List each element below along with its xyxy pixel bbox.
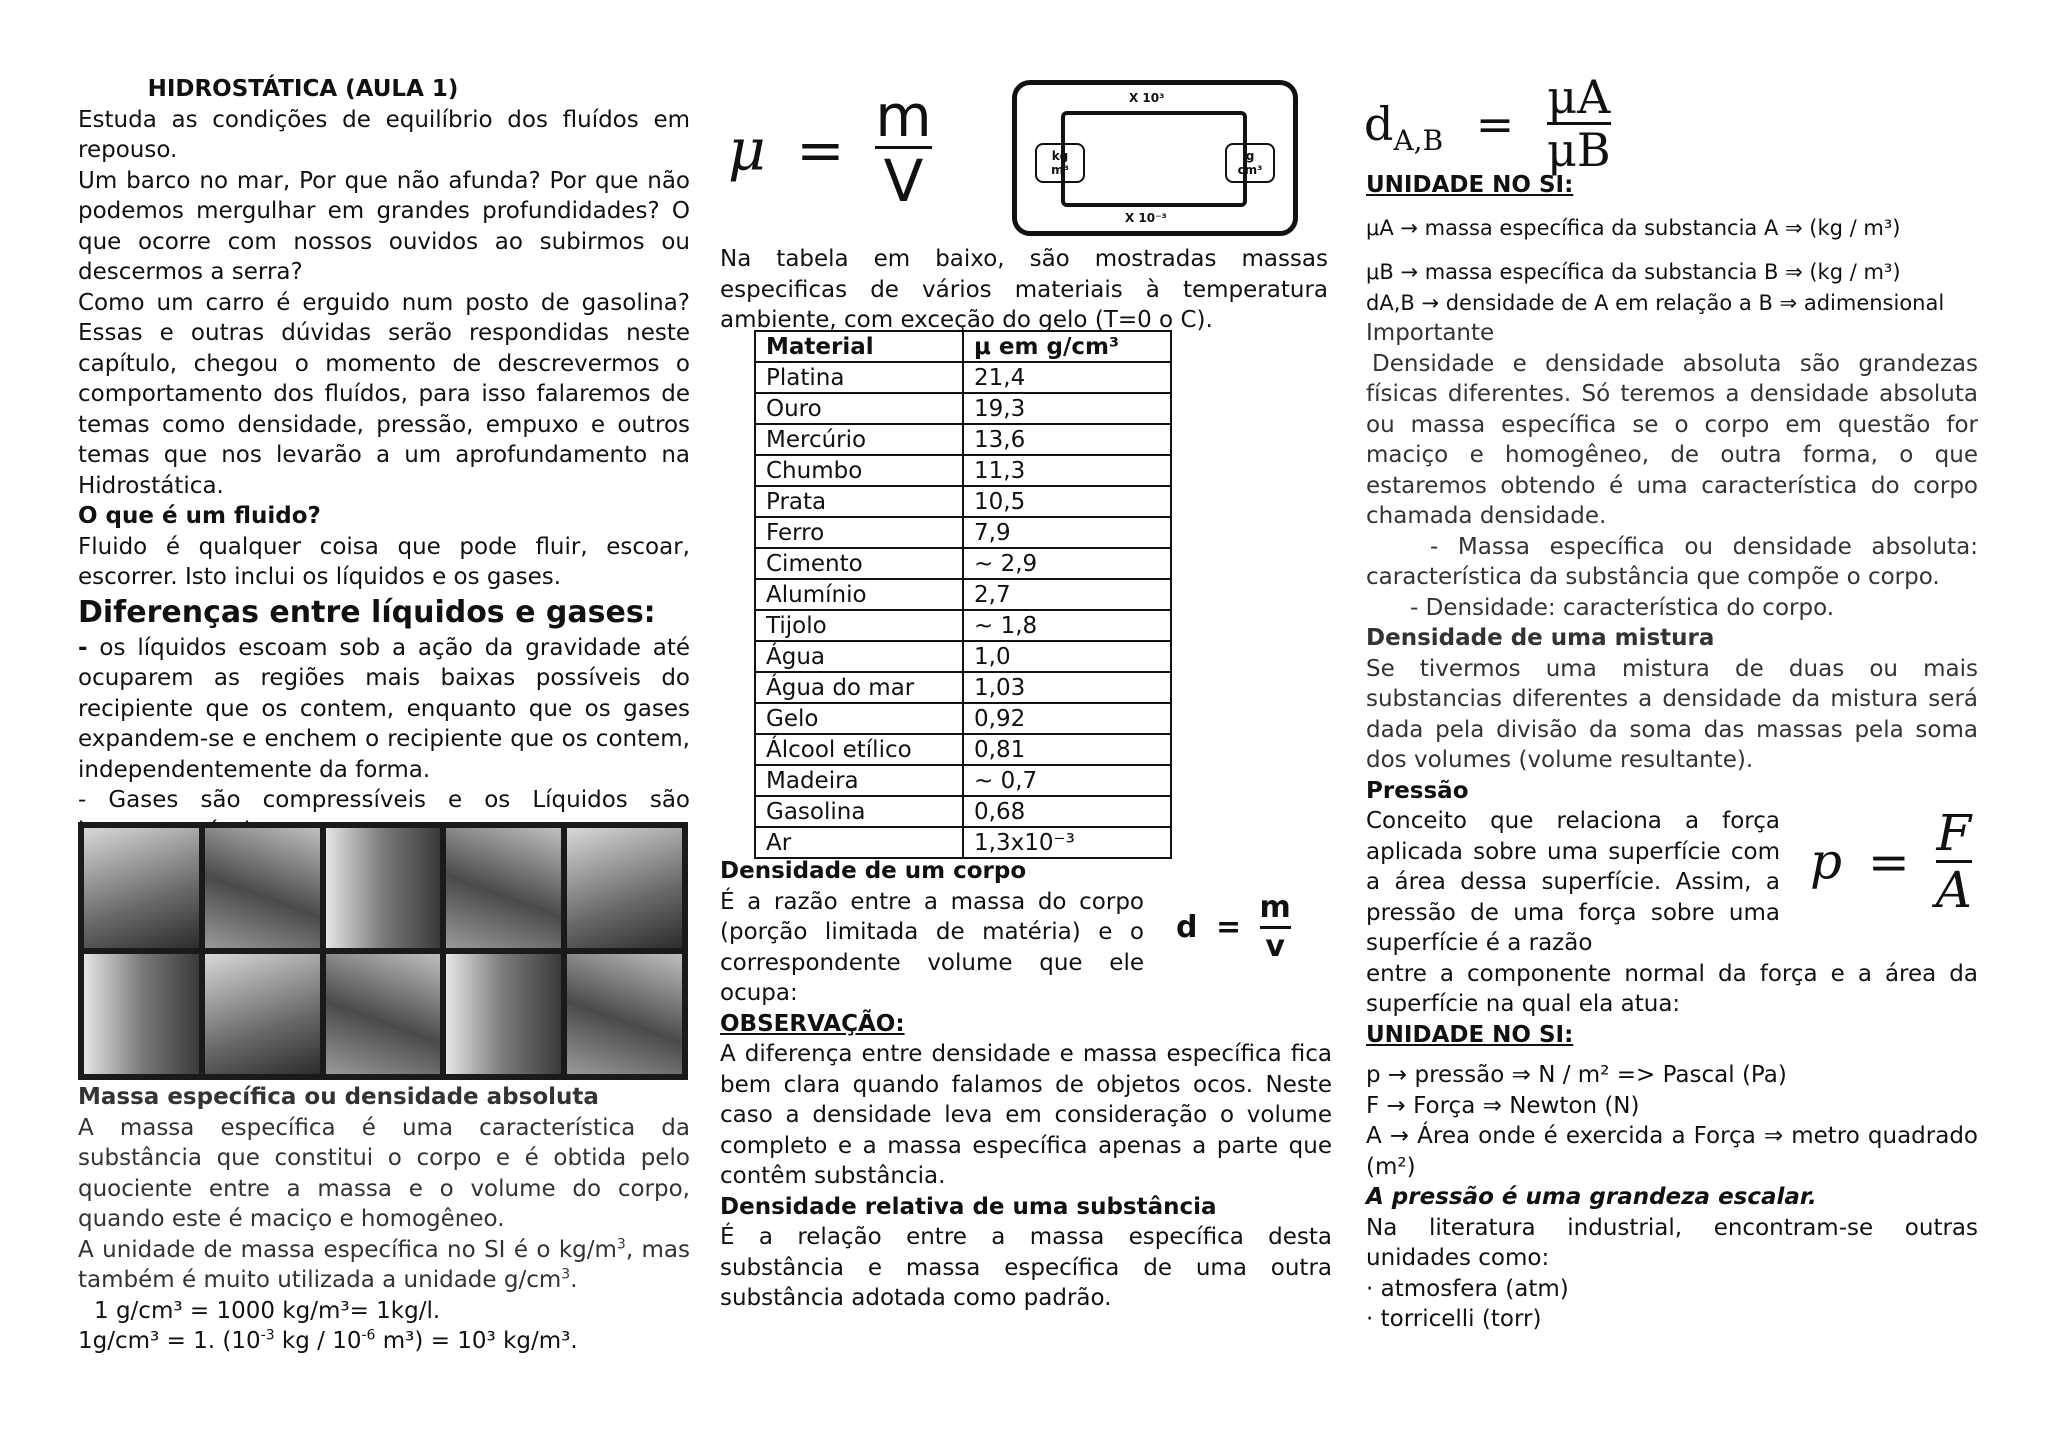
table-row	[755, 672, 1171, 703]
pressure-paragraph-b: entre a componente normal da força e a área da superfície na qual ela atua:	[1366, 960, 1978, 1017]
density-cell: 21,4	[963, 362, 1171, 393]
table-row	[755, 641, 1171, 672]
density-cell: 7,9	[963, 517, 1171, 548]
p-definition: p → pressão ⇒ N / m² => Pascal (Pa)	[1366, 1062, 1787, 1088]
density-cell: 1,3x10⁻³	[963, 827, 1171, 858]
differences-heading: Diferenças entre líquidos e gases:	[78, 594, 656, 630]
density-cell: 0,68	[963, 796, 1171, 827]
table-row	[755, 362, 1171, 393]
material-cell: Mercúrio	[755, 424, 963, 455]
column-1	[78, 74, 690, 846]
density-cell: 2,7	[963, 579, 1171, 610]
table-row	[755, 424, 1171, 455]
g-per-cm3-box: g cm³	[1225, 143, 1275, 183]
density-heading: Densidade de um corpo	[720, 858, 1027, 884]
density-formula: d = $\frac{m}{v}$	[1176, 890, 1291, 964]
density-cell: 11,3	[963, 455, 1171, 486]
table-row	[755, 579, 1171, 610]
mu-formula: μ = $\frac{m}{V}$	[728, 82, 932, 215]
density-table	[754, 330, 1172, 859]
material-cell: Alumínio	[755, 579, 963, 610]
collage-photo	[205, 954, 320, 1074]
material-cell: Gasolina	[755, 796, 963, 827]
important-label: Importante	[1366, 320, 1495, 346]
table-row	[755, 517, 1171, 548]
unit-paragraph: A unidade de massa específica no SI é o $kg/m^3$, mas também é muito utilizada a unidade $g/cm^3$.	[78, 1235, 690, 1293]
table-row	[755, 796, 1171, 827]
material-cell: Madeira	[755, 765, 963, 796]
mu-a-definition: μA → massa específica da substancia A ⇒ (kg / m³)	[1366, 215, 1901, 240]
unit-conversion-diagram: X 10³ X 10⁻³ kg m³ g cm³	[1012, 80, 1298, 236]
collage-photo	[205, 828, 320, 948]
fluid-heading: O que é um fluido?	[78, 503, 321, 529]
scalar-statement: A pressão é uma grandeza escalar.	[1366, 1184, 1817, 1210]
collage-photo	[84, 954, 199, 1074]
mass-paragraph: A massa específica é uma característica da substância que constitui o corpo e é obtida pelo quociente entre a massa e o volume do corpo, quando este é maciço e homogêneo.	[78, 1114, 690, 1232]
important-item-1: - Massa específica ou densidade absoluta: característica da substância que compõe o corpo.	[1366, 533, 1978, 590]
material-cell: Água do mar	[755, 672, 963, 703]
material-cell: Platina	[755, 362, 963, 393]
intro-paragraph: Estuda as condições de equilíbrio dos fluídos em repouso.	[78, 106, 690, 163]
table-row	[755, 703, 1171, 734]
collage-photo	[567, 954, 682, 1074]
table-row	[755, 486, 1171, 517]
density-paragraph: É a razão entre a massa do corpo (porção limitada de matéria) e o correspondente volume que ele ocupa:	[720, 888, 1144, 1006]
page-title: HIDROSTÁTICA (AULA 1)	[147, 76, 459, 102]
mass-heading: Massa específica ou densidade absoluta	[78, 1084, 599, 1110]
mixture-paragraph: Se tivermos uma mistura de duas ou mais substancias diferentes a densidade da mistura será dada pela divisão da soma das massas pela soma dos volumes (volume resultante).	[1366, 655, 1978, 773]
material-cell: Prata	[755, 486, 963, 517]
table-intro: Na tabela em baixo, são mostradas massas especificas de vários materiais à temperatura ambiente, com exceção do gelo (T=0 o C).	[720, 246, 1328, 333]
table-row	[755, 548, 1171, 579]
material-cell: Água	[755, 641, 963, 672]
table-row	[755, 455, 1171, 486]
unit-torr: · torricelli (torr)	[1366, 1306, 1542, 1332]
conversion-arrow-loop	[1061, 111, 1247, 207]
relative-density-paragraph: É a relação entre a massa específica desta substância e massa específica de uma outra substância adotada como padrão.	[720, 1224, 1332, 1311]
column-1-lower	[78, 1082, 690, 1357]
pressure-formula: p = $\frac{F}{A}$	[1810, 804, 1972, 919]
density-cell: 13,6	[963, 424, 1171, 455]
unit-atm: · atmosfera (atm)	[1366, 1275, 1569, 1302]
material-cell: Ferro	[755, 517, 963, 548]
density-cell: ~ 2,9	[963, 548, 1171, 579]
material-cell: Tijolo	[755, 610, 963, 641]
density-cell: ~ 0,7	[963, 765, 1171, 796]
literature-paragraph: Na literatura industrial, encontram-se outras unidades como:	[1366, 1214, 1978, 1271]
si-unit-heading: UNIDADE NO SI:	[1366, 172, 1574, 198]
observation-paragraph: A diferença entre densidade e massa específica fica bem clara quando falamos de objetos ocos. Neste caso a densidade leva em consideração o volume completo e a massa específica apenas a parte que contêm substância.	[720, 1041, 1332, 1189]
material-cell: Gelo	[755, 703, 963, 734]
density-cell: 10,5	[963, 486, 1171, 517]
material-cell: Cimento	[755, 548, 963, 579]
car-paragraph: Como um carro é erguido num posto de gasolina? Essas e outras dúvidas serão respondidas neste capítulo, chegou o momento de descrevermos o comportamento dos fluídos, para isso falaremos de temas como densidade, pressão, empuxo e outros temas que nos levarão a um aprofundamento na Hidrostática.	[78, 289, 690, 499]
collage-photo	[326, 954, 441, 1074]
kg-per-m3-box: kg m³	[1035, 143, 1085, 183]
collage-photo	[326, 828, 441, 948]
relative-density-heading: Densidade relativa de uma substância	[720, 1193, 1217, 1220]
collage-photo	[446, 954, 561, 1074]
material-cell: Álcool etílico	[755, 734, 963, 765]
questions-paragraph: Um barco no mar, Por que não afunda? Por que não podemos mergulhar em grandes profundidades? O que ocorre com nossos ouvidos ao subirmos ou descermos a serra?	[78, 167, 690, 285]
density-cell: 19,3	[963, 393, 1171, 424]
si-unit-heading-2: UNIDADE NO SI:	[1366, 1021, 1574, 1048]
fluid-paragraph: Fluido é qualquer coisa que pode fluir, escoar, escorrer. Isto inclui os líquidos e os gases.	[78, 533, 690, 590]
f-definition: F → Força ⇒ Newton (N)	[1366, 1092, 1640, 1119]
pressure-heading: Pressão	[1366, 777, 1469, 804]
table-row	[755, 827, 1171, 858]
dab-definition: dA,B → densidade de A em relação a B ⇒ adimensional	[1366, 290, 1945, 315]
density-cell: 1,03	[963, 672, 1171, 703]
header-material: Material	[755, 331, 963, 362]
table-row	[755, 393, 1171, 424]
material-cell: Ouro	[755, 393, 963, 424]
table-row	[755, 734, 1171, 765]
important-paragraph: Densidade e densidade absoluta são grandezas físicas diferentes. Só teremos a densidade absoluta ou massa específica se o corpo em questão for maciço e homogêneo, de outra forma, o que estaremos obtendo é uma característica do corpo chamada densidade.	[1366, 350, 1978, 529]
table-row	[755, 765, 1171, 796]
density-cell: 1,0	[963, 641, 1171, 672]
header-density: μ em g/cm³	[963, 331, 1171, 362]
difference-2: - Gases são compressíveis e os Líquidos são	[78, 787, 690, 813]
table-intro-block	[720, 244, 1328, 336]
a-definition: A → Área onde é exercida a Força ⇒ metro quadrado (m²)	[1366, 1123, 1978, 1180]
difference-1: - os líquidos escoam sob a ação da gravidade até ocuparem as regiões mais baixas possíveis do recipiente que os contem, enquanto que os gases expandem-se e enchem o recipiente que os contem, independentemente da forma.	[78, 634, 690, 783]
observation-heading: OBSERVAÇÃO:	[720, 1010, 905, 1037]
density-cell: 0,92	[963, 703, 1171, 734]
pressure-paragraph-a: Conceito que relaciona a força aplicada sobre uma superfície com a área dessa superfície. Assim, a pressão de uma força sobre uma superfície é a razão	[1366, 808, 1780, 956]
equation-1: 1 g/cm³ = 1000 kg/m³= 1kg/l.	[94, 1297, 441, 1324]
material-cell: Chumbo	[755, 455, 963, 486]
mu-b-definition: μB → massa específica da substancia B ⇒ (kg / m³)	[1366, 260, 1901, 284]
important-item-2: - Densidade: característica do corpo.	[1410, 594, 1835, 621]
material-cell: Ar	[755, 827, 963, 858]
hydrostatics-photo-collage	[78, 822, 688, 1080]
collage-photo	[446, 828, 561, 948]
relative-density-formula: $d_{A,B}$ = $\frac{\mu A}{\mu B}$	[1364, 70, 1611, 177]
density-cell: 0,81	[963, 734, 1171, 765]
mixture-heading: Densidade de uma mistura	[1366, 625, 1715, 651]
collage-photo	[567, 828, 682, 948]
density-cell: ~ 1,8	[963, 610, 1171, 641]
equation-2: 1g/cm³ = 1. ($10^{-3}$ kg / $10^{-6}$ m³) = 10³ kg/m³.	[78, 1327, 578, 1354]
column-3	[1366, 170, 1978, 1335]
collage-photo	[84, 828, 199, 948]
table-header-row	[755, 331, 1171, 362]
table-row	[755, 610, 1171, 641]
